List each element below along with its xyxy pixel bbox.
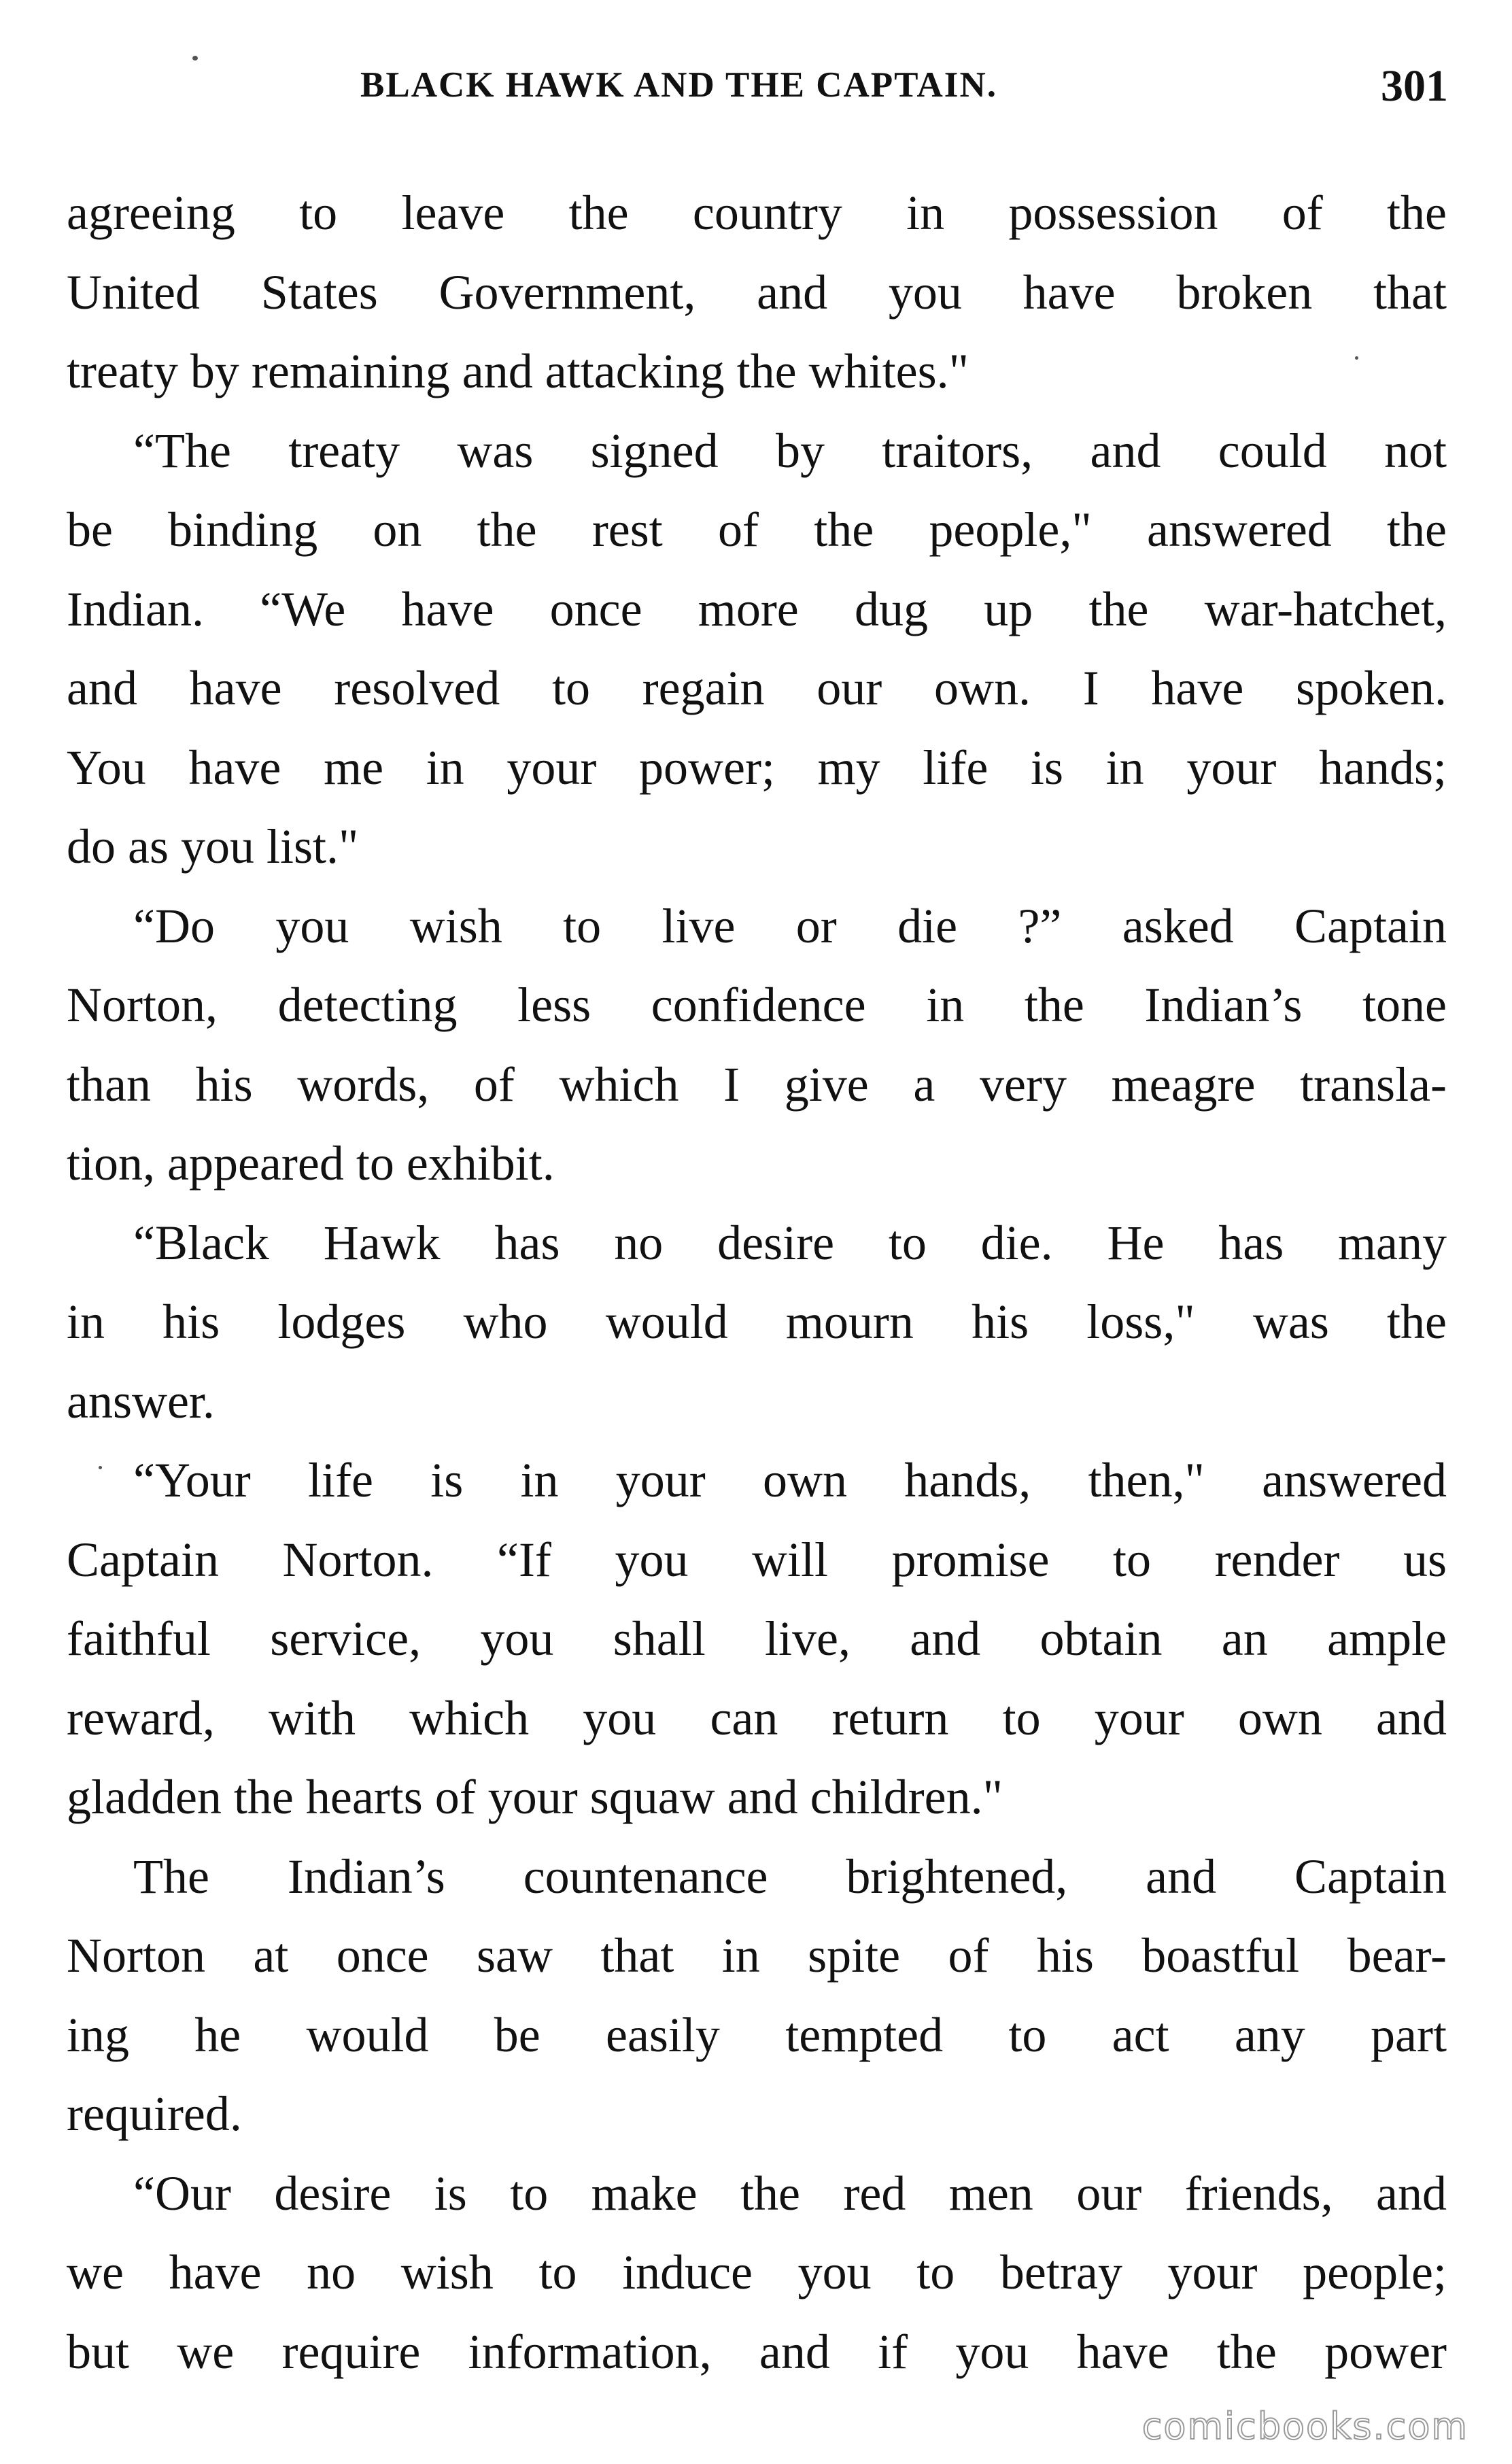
text-line: Norton, detecting less confidence in the Indian’s tone (67, 978, 1447, 1032)
text-line: agreeing to leave the country in possession of the (67, 186, 1447, 240)
text-line: ing he would be easily tempted to act any part (67, 2007, 1447, 2062)
watermark: comicbooks.com (1141, 2405, 1468, 2448)
text-line: Captain Norton. “If you will promise to render us (67, 1532, 1447, 1587)
text-line: Norton at once saw that in spite of his boastful bear- (67, 1928, 1447, 1983)
text-line: be binding on the rest of the people," answered the (67, 502, 1447, 557)
running-head-title: BLACK HAWK AND THE CAPTAIN. (360, 65, 997, 105)
running-head (360, 61, 1448, 119)
text-line: required. (67, 2087, 242, 2141)
page-number: 301 (1381, 61, 1448, 111)
text-line: Indian. “We have once more dug up the war-hatchet, (67, 581, 1447, 636)
text-line: than his words, of which I give a very meagre transla- (67, 1057, 1447, 1112)
text-line: gladden the hearts of your squaw and children." (67, 1770, 1003, 1824)
text-line: and have resolved to regain our own. I have spoken. (67, 661, 1447, 715)
text-line: faithful service, you shall live, and obtain an ample (67, 1611, 1447, 1666)
text-line: answer. (67, 1373, 215, 1428)
text-line: “Your life is in your own hands, then," answered (133, 1453, 1447, 1507)
text-line: You have me in your power; my life is in your hands; (67, 740, 1447, 795)
text-line: reward, with which you can return to your own and (67, 1690, 1447, 1745)
text-line: tion, appeared to exhibit. (67, 1136, 555, 1191)
text-line: The Indian’s countenance brightened, and Captain (133, 1849, 1447, 1904)
text-line: “Do you wish to live or die ?” asked Captain (133, 898, 1447, 953)
text-line: we have no wish to induce you to betray your people; (67, 2245, 1447, 2299)
text-line: “Our desire is to make the red men our friends, and (133, 2166, 1447, 2221)
text-line: treaty by remaining and attacking the whites." (67, 344, 969, 398)
text-line: “The treaty was signed by traitors, and could not (133, 423, 1447, 478)
text-line: do as you list." (67, 819, 359, 874)
text-line: but we require information, and if you have the power (67, 2324, 1447, 2379)
text-line: United States Government, and you have broken that (67, 264, 1447, 320)
body-text (67, 173, 1447, 2391)
ink-speck (192, 56, 198, 61)
text-line: in his lodges who would mourn his loss," was the (67, 1295, 1447, 1349)
text-line: “Black Hawk has no desire to die. He has many (133, 1215, 1447, 1270)
